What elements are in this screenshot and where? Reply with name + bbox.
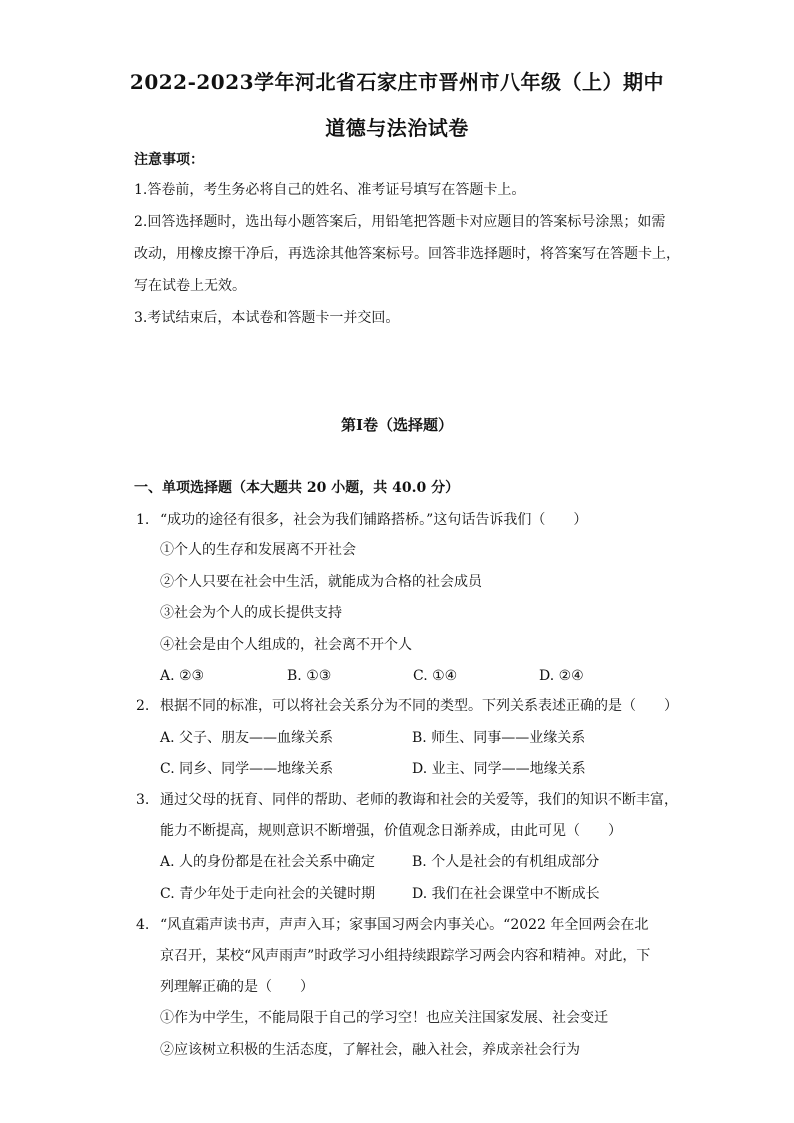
question-3-option-b: B. 个人是社会的有机组成部分: [412, 854, 600, 870]
question-1-stem: “成功的途径有很多，社会为我们铺路搭桥。”这句话告诉我们（ ）: [160, 512, 588, 528]
notice-heading: 注意事项：: [134, 152, 204, 168]
question-1-option-d: D. ②④: [539, 668, 584, 684]
question-2-option-d: D. 业主、同学——地缘关系: [412, 761, 586, 777]
question-3-option-d: D. 我们在社会课堂中不断成长: [412, 886, 600, 902]
section-title: 第Ⅰ卷（选择题）: [340, 416, 454, 434]
notice-line-5: 3.考试结束后，本试卷和答题卡一并交回。: [134, 310, 400, 326]
question-4-item-2: ②应该树立积极的生活态度，了解社会，融入社会，养成亲社会行为: [160, 1042, 580, 1058]
part-title: 一、单项选择题（本大题共 20 小题，共 40.0 分）: [134, 480, 460, 496]
question-4-item-1: ①作为中学生，不能局限于自己的学习空！也应关注国家发展、社会变迁: [160, 1010, 608, 1026]
question-3-number: 3.: [136, 792, 150, 808]
exam-title-line-2: 道德与法治试卷: [325, 116, 469, 140]
question-1-option-b: B. ①③: [287, 668, 332, 684]
question-3-option-c: C. 青少年处于走向社会的关键时期: [160, 886, 376, 902]
question-3-stem-line-2: 能力不断提高，规则意识不断增强，价值观念日渐养成，由此可见（ ）: [160, 823, 622, 839]
question-2-option-b: B. 师生、同事——业缘关系: [412, 730, 586, 746]
notice-line-1: 1.答卷前，考生务必将自己的姓名、准考证号填写在答题卡上。: [134, 182, 526, 198]
question-2-number: 2.: [136, 698, 150, 714]
question-2-option-a: A. 父子、朋友——血缘关系: [160, 730, 334, 746]
notice-line-2: 2.回答选择题时，选出每小题答案后，用铅笔把答题卡对应题目的答案标号涂黑；如需: [134, 214, 666, 230]
notice-line-3: 改动，用橡皮擦干净后，再选涂其他答案标号。回答非选择题时，将答案写在答题卡上，: [134, 246, 680, 262]
question-1-item-3: ③社会为个人的成长提供支持: [160, 605, 342, 621]
question-1-item-4: ④社会是由个人组成的，社会离不开个人: [160, 637, 412, 653]
question-3-stem-line-1: 通过父母的抚育、同伴的帮助、老师的教诲和社会的关爱等，我们的知识不断丰富，: [160, 792, 678, 808]
question-4-stem-line-3: 列理解正确的是（ ）: [160, 979, 314, 995]
question-4-number: 4.: [136, 917, 150, 933]
question-4-stem-line-2: 京召开，某校“风声雨声”时政学习小组持续跟踪学习两会内容和精神。对此，下: [160, 948, 651, 964]
question-1-option-a: A. ②③: [160, 668, 205, 684]
question-1-item-2: ②个人只要在社会中生活，就能成为合格的社会成员: [160, 574, 482, 590]
question-2-stem: 根据不同的标准，可以将社会关系分为不同的类型。下列关系表述正确的是（ ）: [160, 698, 678, 714]
question-4-stem-line-1: “风直霜声读书声，声声入耳；家事国习两会内事关心。“2022 年全回两会在北: [160, 917, 649, 933]
question-1-option-c: C. ①④: [413, 668, 458, 684]
notice-line-4: 写在试卷上无效。: [134, 278, 246, 294]
question-3-option-a: A. 人的身份都是在社会关系中确定: [160, 854, 376, 870]
exam-title-line-1: 2022-2023学年河北省石家庄市晋州市八年级（上）期中: [129, 70, 665, 94]
question-2-option-c: C. 同乡、同学——地缘关系: [160, 761, 334, 777]
question-1-number: 1.: [136, 512, 150, 528]
question-1-item-1: ①个人的生存和发展离不开社会: [160, 542, 356, 558]
